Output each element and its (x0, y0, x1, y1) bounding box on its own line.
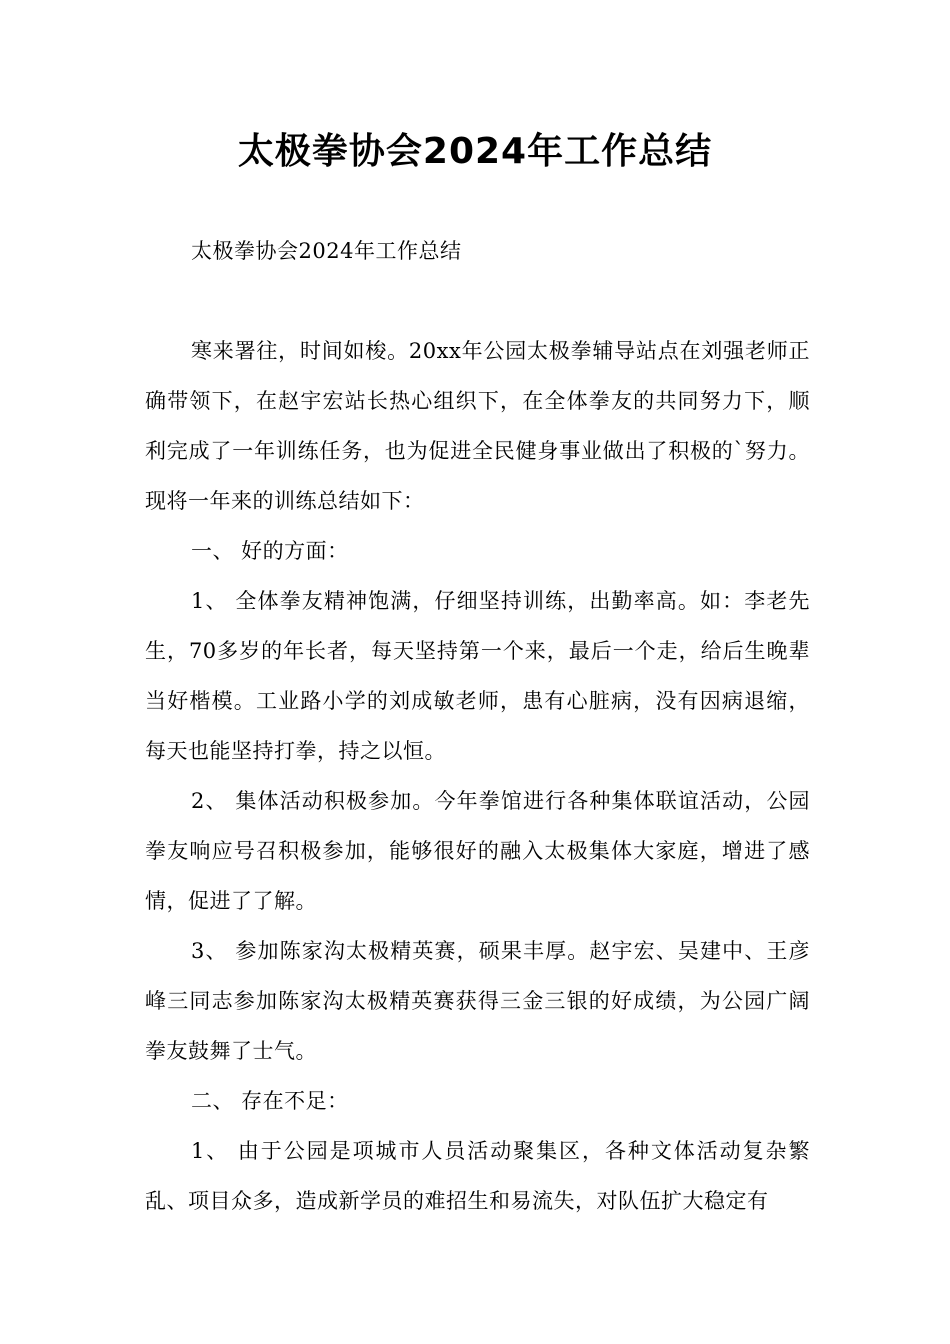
document-subtitle (145, 226, 810, 276)
section-heading-shortcomings: 二、 存在不足： (191, 1089, 349, 1113)
subtitle-text: 太极拳协会2024年工作总结 (191, 239, 462, 263)
paragraph-strength-1: 1、 全体拳友精神饱满，仔细坚持训练，出勤率高。如：李老先生，70多岁的年长者，每天坚持第一个来，最后一个走，给后生晚辈当好楷模。工业路小学的刘成敏老师，患有心脏病，没有因病退缩，每天也能坚持打拳，持之以恒。 (145, 589, 810, 763)
paragraph-shortcoming-1: 1、 由于公园是项城市人员活动聚集区，各种文体活动复杂繁乱、项目众多，造成新学员的难招生和易流失，对队伍扩大稳定有 (145, 1139, 810, 1213)
document-title: 太极拳协会2024年工作总结 (237, 131, 713, 172)
paragraph-strength-2: 2、 集体活动积极参加。今年拳馆进行各种集体联谊活动，公园拳友响应号召积极参加，能够很好的融入太极集体大家庭，增进了感情，促进了了解。 (145, 789, 810, 913)
section-heading-strengths: 一、 好的方面： (191, 539, 349, 563)
document-body (145, 326, 810, 1226)
paragraph-strength-3: 3、 参加陈家沟太极精英赛，硕果丰厚。赵宇宏、吴建中、王彦峰三同志参加陈家沟太极精英赛获得三金三银的好成绩，为公园广阔拳友鼓舞了士气。 (145, 939, 810, 1063)
paragraph-intro: 寒来署往，时间如梭。20xx年公园太极拳辅导站点在刘强老师正确带领下，在赵宇宏站长热心组织下，在全体拳友的共同努力下，顺利完成了一年训练任务，也为促进全民健身事业做出了积极的`努力。现将一年来的训练总结如下： (145, 339, 810, 513)
